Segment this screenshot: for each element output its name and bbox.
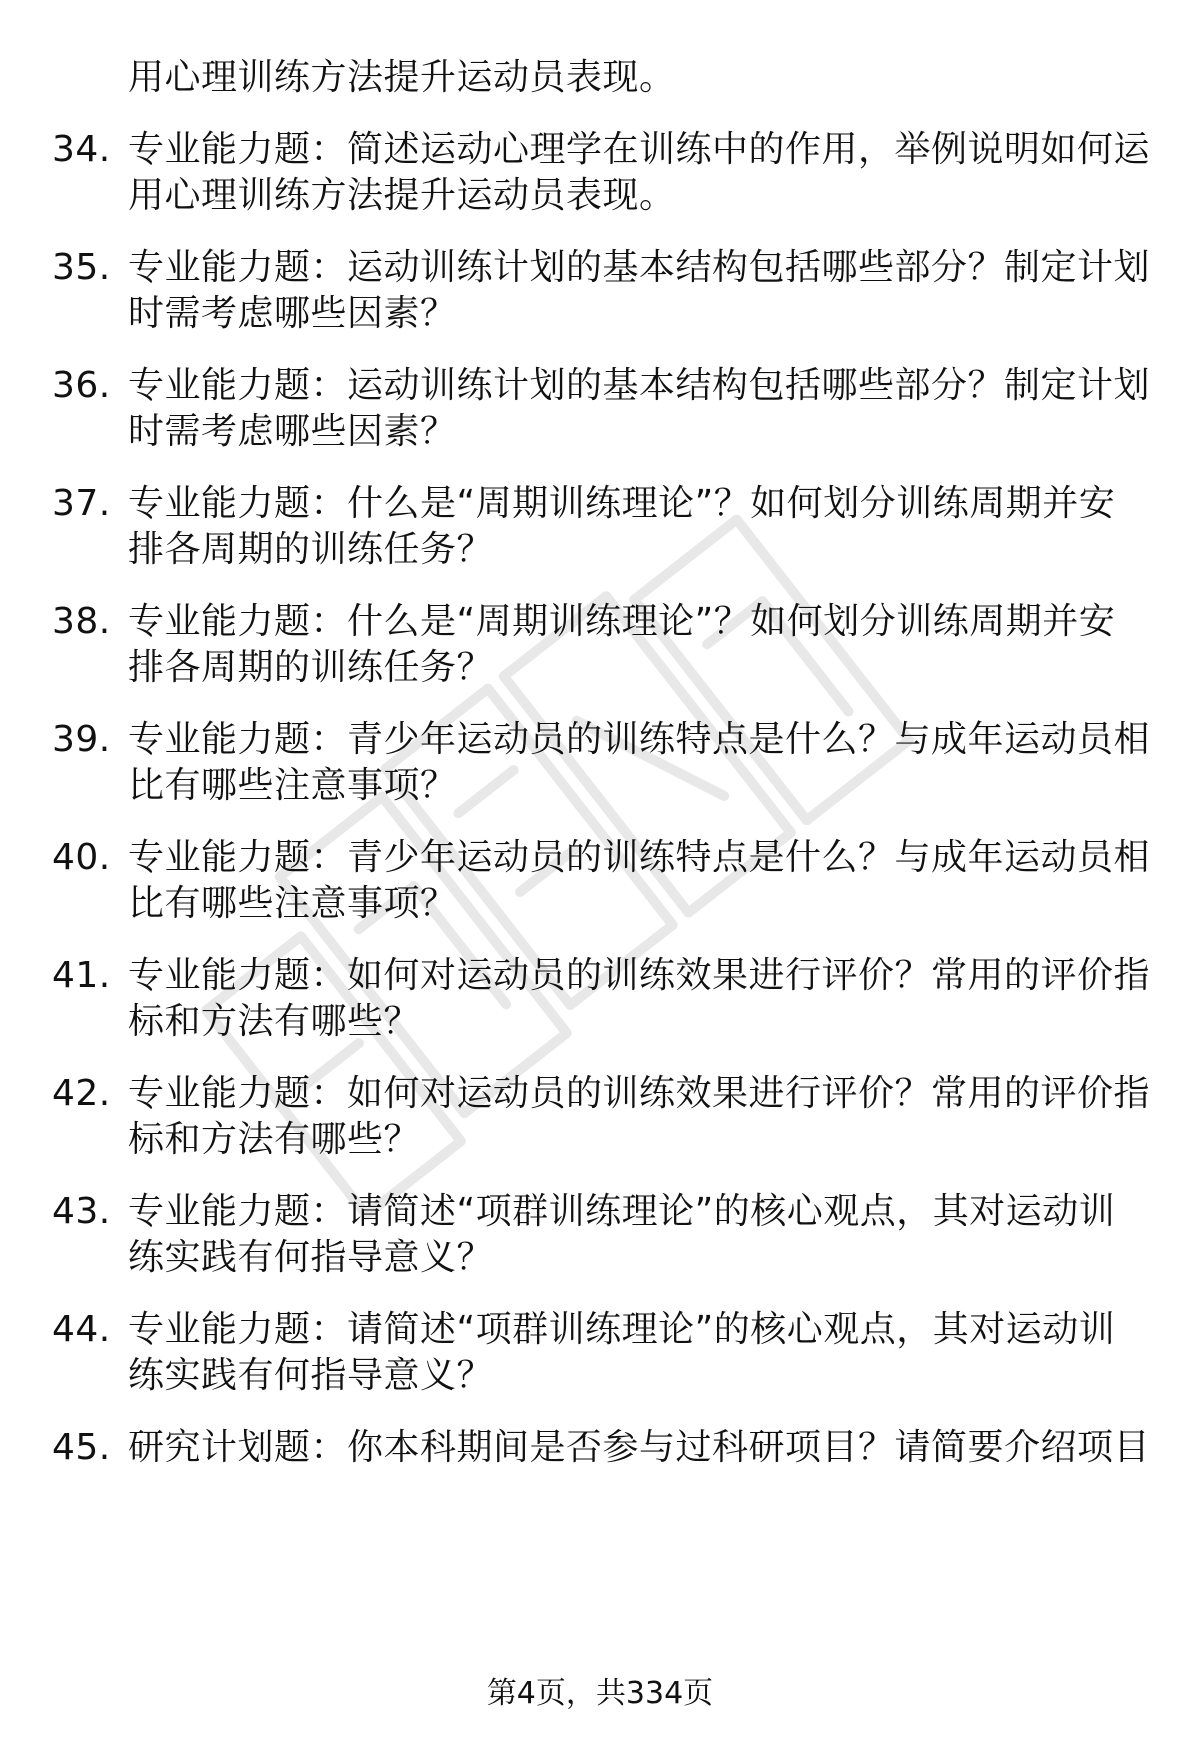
question-text-line: 时需考虑哪些因素？: [128, 293, 457, 334]
question-text-line: 专业能力题：如何对运动员的训练效果进行评价？常用的评价指: [128, 1073, 1151, 1114]
question-number: 38.: [52, 601, 111, 642]
question-number: 43.: [52, 1191, 111, 1232]
question-number: 36.: [52, 365, 111, 406]
question-text-line: 专业能力题：请简述“项群训练理论”的核心观点，其对运动训: [128, 1309, 1116, 1350]
question-number: 40.: [52, 837, 111, 878]
question-text-line: 用心理训练方法提升运动员表现。: [128, 175, 676, 216]
question-text-line: 专业能力题：运动训练计划的基本结构包括哪些部分？制定计划: [128, 247, 1151, 288]
question-text-line: 研究计划题：你本科期间是否参与过科研项目？请简要介绍项目: [128, 1427, 1151, 1468]
question-text-line: 时需考虑哪些因素？: [128, 411, 457, 452]
question-text-line: 排各周期的训练任务？: [128, 529, 494, 570]
question-number: 45.: [52, 1427, 111, 1468]
question-number: 42.: [52, 1073, 111, 1114]
question-text-line: 排各周期的训练任务？: [128, 647, 494, 688]
question-text-line: 练实践有何指导意义？: [128, 1355, 494, 1396]
page-number-footer: 第4页，共334页: [486, 1676, 714, 1711]
question-text-line: 专业能力题：什么是“周期训练理论”？如何划分训练周期并安: [128, 601, 1116, 642]
question-text-line: 比有哪些注意事项？: [128, 883, 457, 924]
question-text-line: 标和方法有哪些？: [128, 1001, 421, 1042]
question-text-line: 专业能力题：运动训练计划的基本结构包括哪些部分？制定计划: [128, 365, 1151, 406]
question-text-line: 专业能力题：青少年运动员的训练特点是什么？与成年运动员相: [128, 837, 1151, 878]
question-text-line: 用心理训练方法提升运动员表现。: [128, 57, 676, 98]
question-text-line: 练实践有何指导意义？: [128, 1237, 494, 1278]
question-number: 35.: [52, 247, 111, 288]
question-text-line: 专业能力题：请简述“项群训练理论”的核心观点，其对运动训: [128, 1191, 1116, 1232]
question-text-line: 专业能力题：什么是“周期训练理论”？如何划分训练周期并安: [128, 483, 1116, 524]
question-text-line: 专业能力题：青少年运动员的训练特点是什么？与成年运动员相: [128, 719, 1151, 760]
question-text-line: 专业能力题：如何对运动员的训练效果进行评价？常用的评价指: [128, 955, 1151, 996]
question-number: 39.: [52, 719, 111, 760]
question-number: 37.: [52, 483, 111, 524]
question-number: 41.: [52, 955, 111, 996]
question-text-line: 专业能力题：简述运动心理学在训练中的作用，举例说明如何运: [128, 129, 1151, 170]
question-text-line: 比有哪些注意事项？: [128, 765, 457, 806]
question-text-line: 标和方法有哪些？: [128, 1119, 421, 1160]
question-number: 44.: [52, 1309, 111, 1350]
question-number: 34.: [52, 129, 111, 170]
